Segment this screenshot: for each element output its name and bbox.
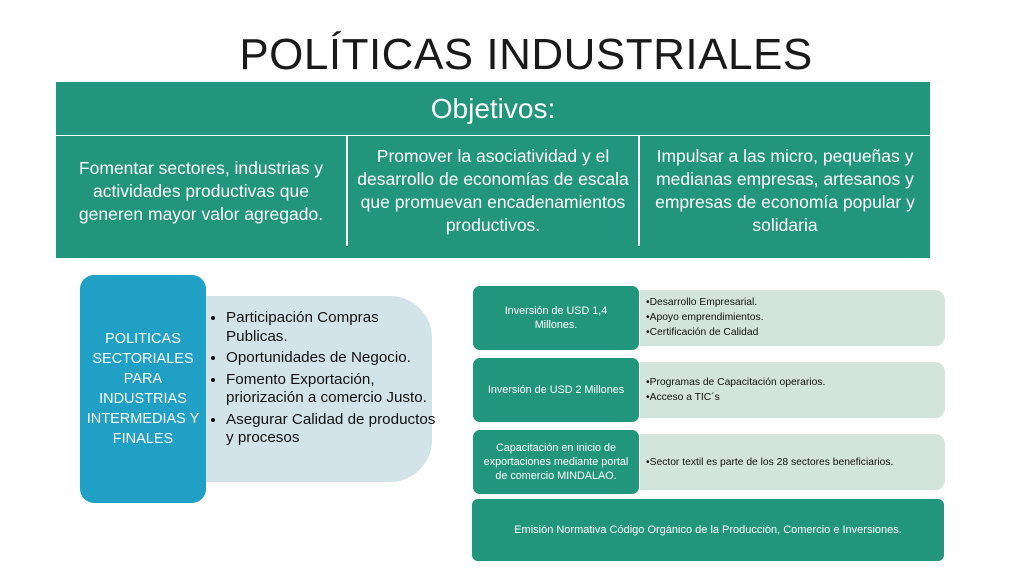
objective-cell: Fomentar sectores, industrias y actividades productivas que generen mayor valor agregado. (56, 136, 346, 246)
list-item: •Certificación de Calidad (646, 327, 759, 338)
list-item: •Acceso a TIC´s (646, 392, 720, 403)
list-item: •Desarrollo Empresarial. (646, 297, 758, 308)
list-item: • Fomento Exportación, priorización a comercio Justo. (226, 371, 440, 408)
objectives-header: Objetivos: (56, 82, 930, 135)
list-item: • Participación Compras Publicas. (226, 309, 440, 346)
sectoral-policies-tab: POLITICAS SECTORIALES PARA INDUSTRIAS INTERMEDIAS Y FINALES (80, 275, 206, 503)
investment-label: Inversión de USD 1,4 Millones. (472, 285, 640, 351)
list-item: •Programas de Capacitación operarios. (646, 377, 826, 388)
investment-label: Inversión de USD 2 Millones (472, 357, 640, 423)
sectoral-policies-list (212, 309, 440, 451)
objective-cell: Promover la asociatividad y el desarrollo de economías de escala que promuevan encadenamientos productivos. (348, 136, 638, 246)
list-item: •Apoyo emprendimientos. (646, 312, 764, 323)
regulation-box: Emisión Normativa Código Orgánico de la Producción, Comercio e Inversiones. (472, 499, 944, 561)
list-item: • Asegurar Calidad de productos y procesos (226, 411, 440, 448)
list-item: •Sector textil es parte de los 28 sectores beneficiarios. (646, 457, 894, 468)
investment-label: Capacitación en inicio de exportaciones mediante portal de comercio MINDALAO. (472, 429, 640, 495)
list-item: • Oportunidades de Negocio. (226, 349, 440, 368)
objective-cell: Impulsar a las micro, pequeñas y medianas empresas, artesanos y empresas de economía popular y solidaria (640, 136, 930, 246)
slide-title: POLÍTICAS INDUSTRIALES (239, 30, 813, 79)
objectives-row (56, 136, 930, 246)
objectives-bottom-bar (56, 246, 930, 258)
